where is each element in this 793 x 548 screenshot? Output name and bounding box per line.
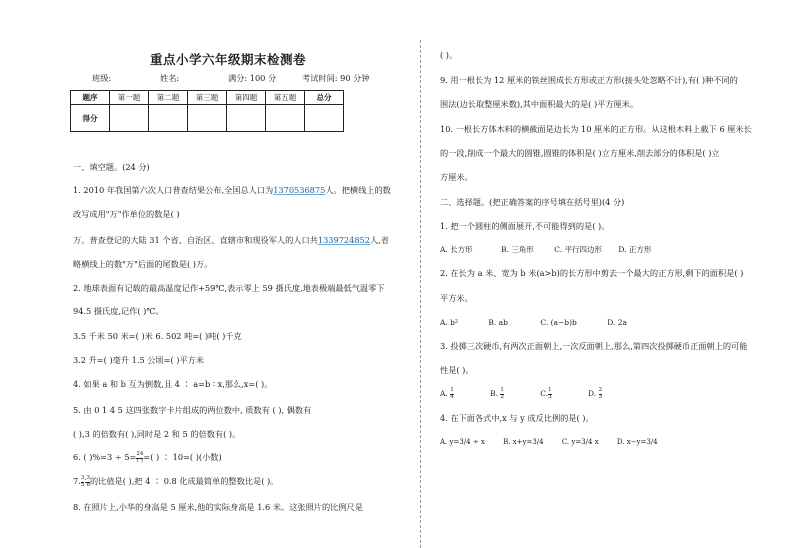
option-d[interactable]: D. 2a <box>607 318 627 327</box>
score-row-label: 得分 <box>71 105 110 132</box>
option-c[interactable]: C. (a−b)b <box>540 318 577 327</box>
score-table-header: 第五题 <box>266 91 305 105</box>
name-label: 姓名: <box>160 73 180 83</box>
question-1-line2: 改写成用"万"作单位的数是( ) <box>73 209 180 219</box>
option-d[interactable]: D. 正方形 <box>618 245 652 254</box>
fraction: $\frac{3}{5}$ <box>80 475 85 488</box>
score-cell[interactable] <box>305 105 344 132</box>
choice-3-line2: 性是( )。 <box>440 365 474 375</box>
choice-4-options <box>440 437 658 448</box>
score-table-header: 第四题 <box>227 91 266 105</box>
question-6: 6. ( )%=3 ÷ 5= $\frac{24}{( )}$ =( ) ∶ 10=( )(小数) <box>73 451 222 464</box>
option-a[interactable]: A. 长方形 <box>440 245 473 254</box>
fraction: $\frac{24}{( )}$ <box>136 451 144 464</box>
option-c[interactable]: C. 平行四边形 <box>554 245 602 254</box>
question-8-cont: ( )。 <box>440 50 458 60</box>
option-d[interactable]: D. x−y=3/4 <box>616 438 658 446</box>
full-score-label: 满分: 100 分 <box>228 73 277 83</box>
option-b[interactable]: B. 三角形 <box>501 245 534 254</box>
score-cell[interactable] <box>110 105 149 132</box>
question-4: 4. 如果 a 和 b 互为倒数,且 4 ∶ a=b ∶ x,那么,x=( )。 <box>73 379 273 389</box>
question-8: 8. 在照片上,小华的身高是 5 厘米,他的实际身高是 1.6 米。这张照片的比例尺是 <box>73 502 363 512</box>
option-a[interactable]: A. $\frac{1}{4}$ <box>440 387 454 400</box>
question-10: 10. 一根长方体木料的横截面是边长为 10 厘米的正方形。从这根木料上截下 6 厘米长 <box>440 124 752 134</box>
question-10-line3: 方厘米。 <box>440 172 473 182</box>
option-a[interactable]: A. y=3/4 ÷ x <box>440 438 485 446</box>
section-choice: 二、选择题。(把正确答案的序号填在括号里)(4 分) <box>440 197 625 207</box>
question-2-line2: 94.5 摄氏度,记作( )℃。 <box>73 306 164 316</box>
question-10-line2: 的一段,削成一个最大的圆锥,圆锥的体积是( )立方厘米,削去部分的体积是( )立 <box>440 148 720 158</box>
fraction: $\frac{3}{8}$ <box>86 475 90 488</box>
question-5-line2: ( ),3 的倍数有( ),同时是 2 和 5 的倍数有( )。 <box>73 429 241 439</box>
score-table-header: 第二题 <box>149 91 188 105</box>
column-divider <box>420 40 421 548</box>
option-c[interactable]: C. y=3/4 x <box>561 438 599 446</box>
option-b[interactable]: B. $\frac{1}{2}$ <box>490 387 504 400</box>
choice-1-options <box>440 244 651 255</box>
score-cell[interactable] <box>227 105 266 132</box>
question-3: 3.5 千米 50 米=( )米 6. 502 吨=( )吨( )千克 <box>73 331 242 341</box>
score-cell[interactable] <box>266 105 305 132</box>
option-b[interactable]: B. ab <box>488 318 508 327</box>
score-table-header: 题序 <box>71 91 110 105</box>
question-1-line3: 万。普查登记的大陆 31 个省、自治区、直辖市和现役军人的人口共1339724852人,省 <box>73 235 389 245</box>
choice-1: 1. 把一个圆柱的侧面展开,不可能得到的是( )。 <box>440 221 610 231</box>
page-title: 重点小学六年级期末检测卷 <box>150 52 307 67</box>
population-number: 1370536875 <box>273 185 326 195</box>
choice-2-options <box>440 317 627 328</box>
fraction: $\frac{1}{2}$ <box>500 387 504 400</box>
question-1-line4: 略横线上的数"万"后面的尾数是( )万。 <box>73 259 213 269</box>
question-1: 1. 2010 年我国第六次人口普查结果公布,全国总人口为1370536875人。把横线上的数 <box>73 185 391 195</box>
question-7: 7. $\frac{3}{5}$ ∶ $\frac{3}{8}$ 的比值是( ),把 4 ∶ 0.8 化成最简单的整数比是( )。 <box>73 475 279 488</box>
choice-3: 3. 投掷三次硬币,有两次正面朝上,一次反面朝上,那么,第四次投掷硬币正面朝上的可能 <box>440 341 748 351</box>
choice-3-options <box>440 388 602 400</box>
choice-4: 4. 在下面各式中,x 与 y 成反比例的是( )。 <box>440 413 594 423</box>
exam-time-label: 考试时间: 90 分钟 <box>302 73 370 83</box>
score-cell[interactable] <box>188 105 227 132</box>
option-a[interactable]: A. b² <box>440 318 458 327</box>
fraction: $\frac{1}{3}$ <box>548 387 552 400</box>
question-9: 9. 用一根长为 12 厘米的铁丝围成长方形或正方形(接头处忽略不计),有( )种不同的 <box>440 75 738 85</box>
question-2: 2. 地球表面有记载的最高温度记作+59℃,表示零上 59 摄氏度,地表极端最低气温零下 <box>73 283 385 293</box>
choice-2: 2. 在长为 a 米、宽为 b 米(a>b)的长方形中剪去一个最大的正方形,剩下的面积是( ) <box>440 268 744 278</box>
option-d[interactable]: D. $\frac{2}{3}$ <box>588 387 603 400</box>
option-c[interactable]: C. $\frac{1}{3}$ <box>540 387 552 400</box>
score-table-header: 第三题 <box>188 91 227 105</box>
score-cell[interactable] <box>149 105 188 132</box>
class-label: 班级: <box>92 73 112 83</box>
score-table-header: 第一题 <box>110 91 149 105</box>
section-fill-blank: 一、填空题。(24 分) <box>73 162 150 172</box>
question-5: 5. 由 0 1 4 5 这四张数字卡片组成的两位数中, 质数有 ( ), 偶数有 <box>73 405 312 415</box>
option-b[interactable]: B. x+y=3/4 <box>503 438 544 446</box>
mainland-population-number: 1339724852 <box>317 235 370 245</box>
question-9-line2: 围法(边长取整厘米数),其中面积最大的是( )平方厘米。 <box>440 99 639 109</box>
score-table <box>70 90 344 132</box>
question-3-line2: 3.2 升=( )毫升 1.5 公顷=( )平方米 <box>73 355 205 365</box>
fraction: $\frac{2}{3}$ <box>598 387 603 400</box>
score-table-header: 总分 <box>305 91 344 105</box>
choice-2-line2: 平方米。 <box>440 293 473 303</box>
fraction: $\frac{1}{4}$ <box>450 387 454 400</box>
